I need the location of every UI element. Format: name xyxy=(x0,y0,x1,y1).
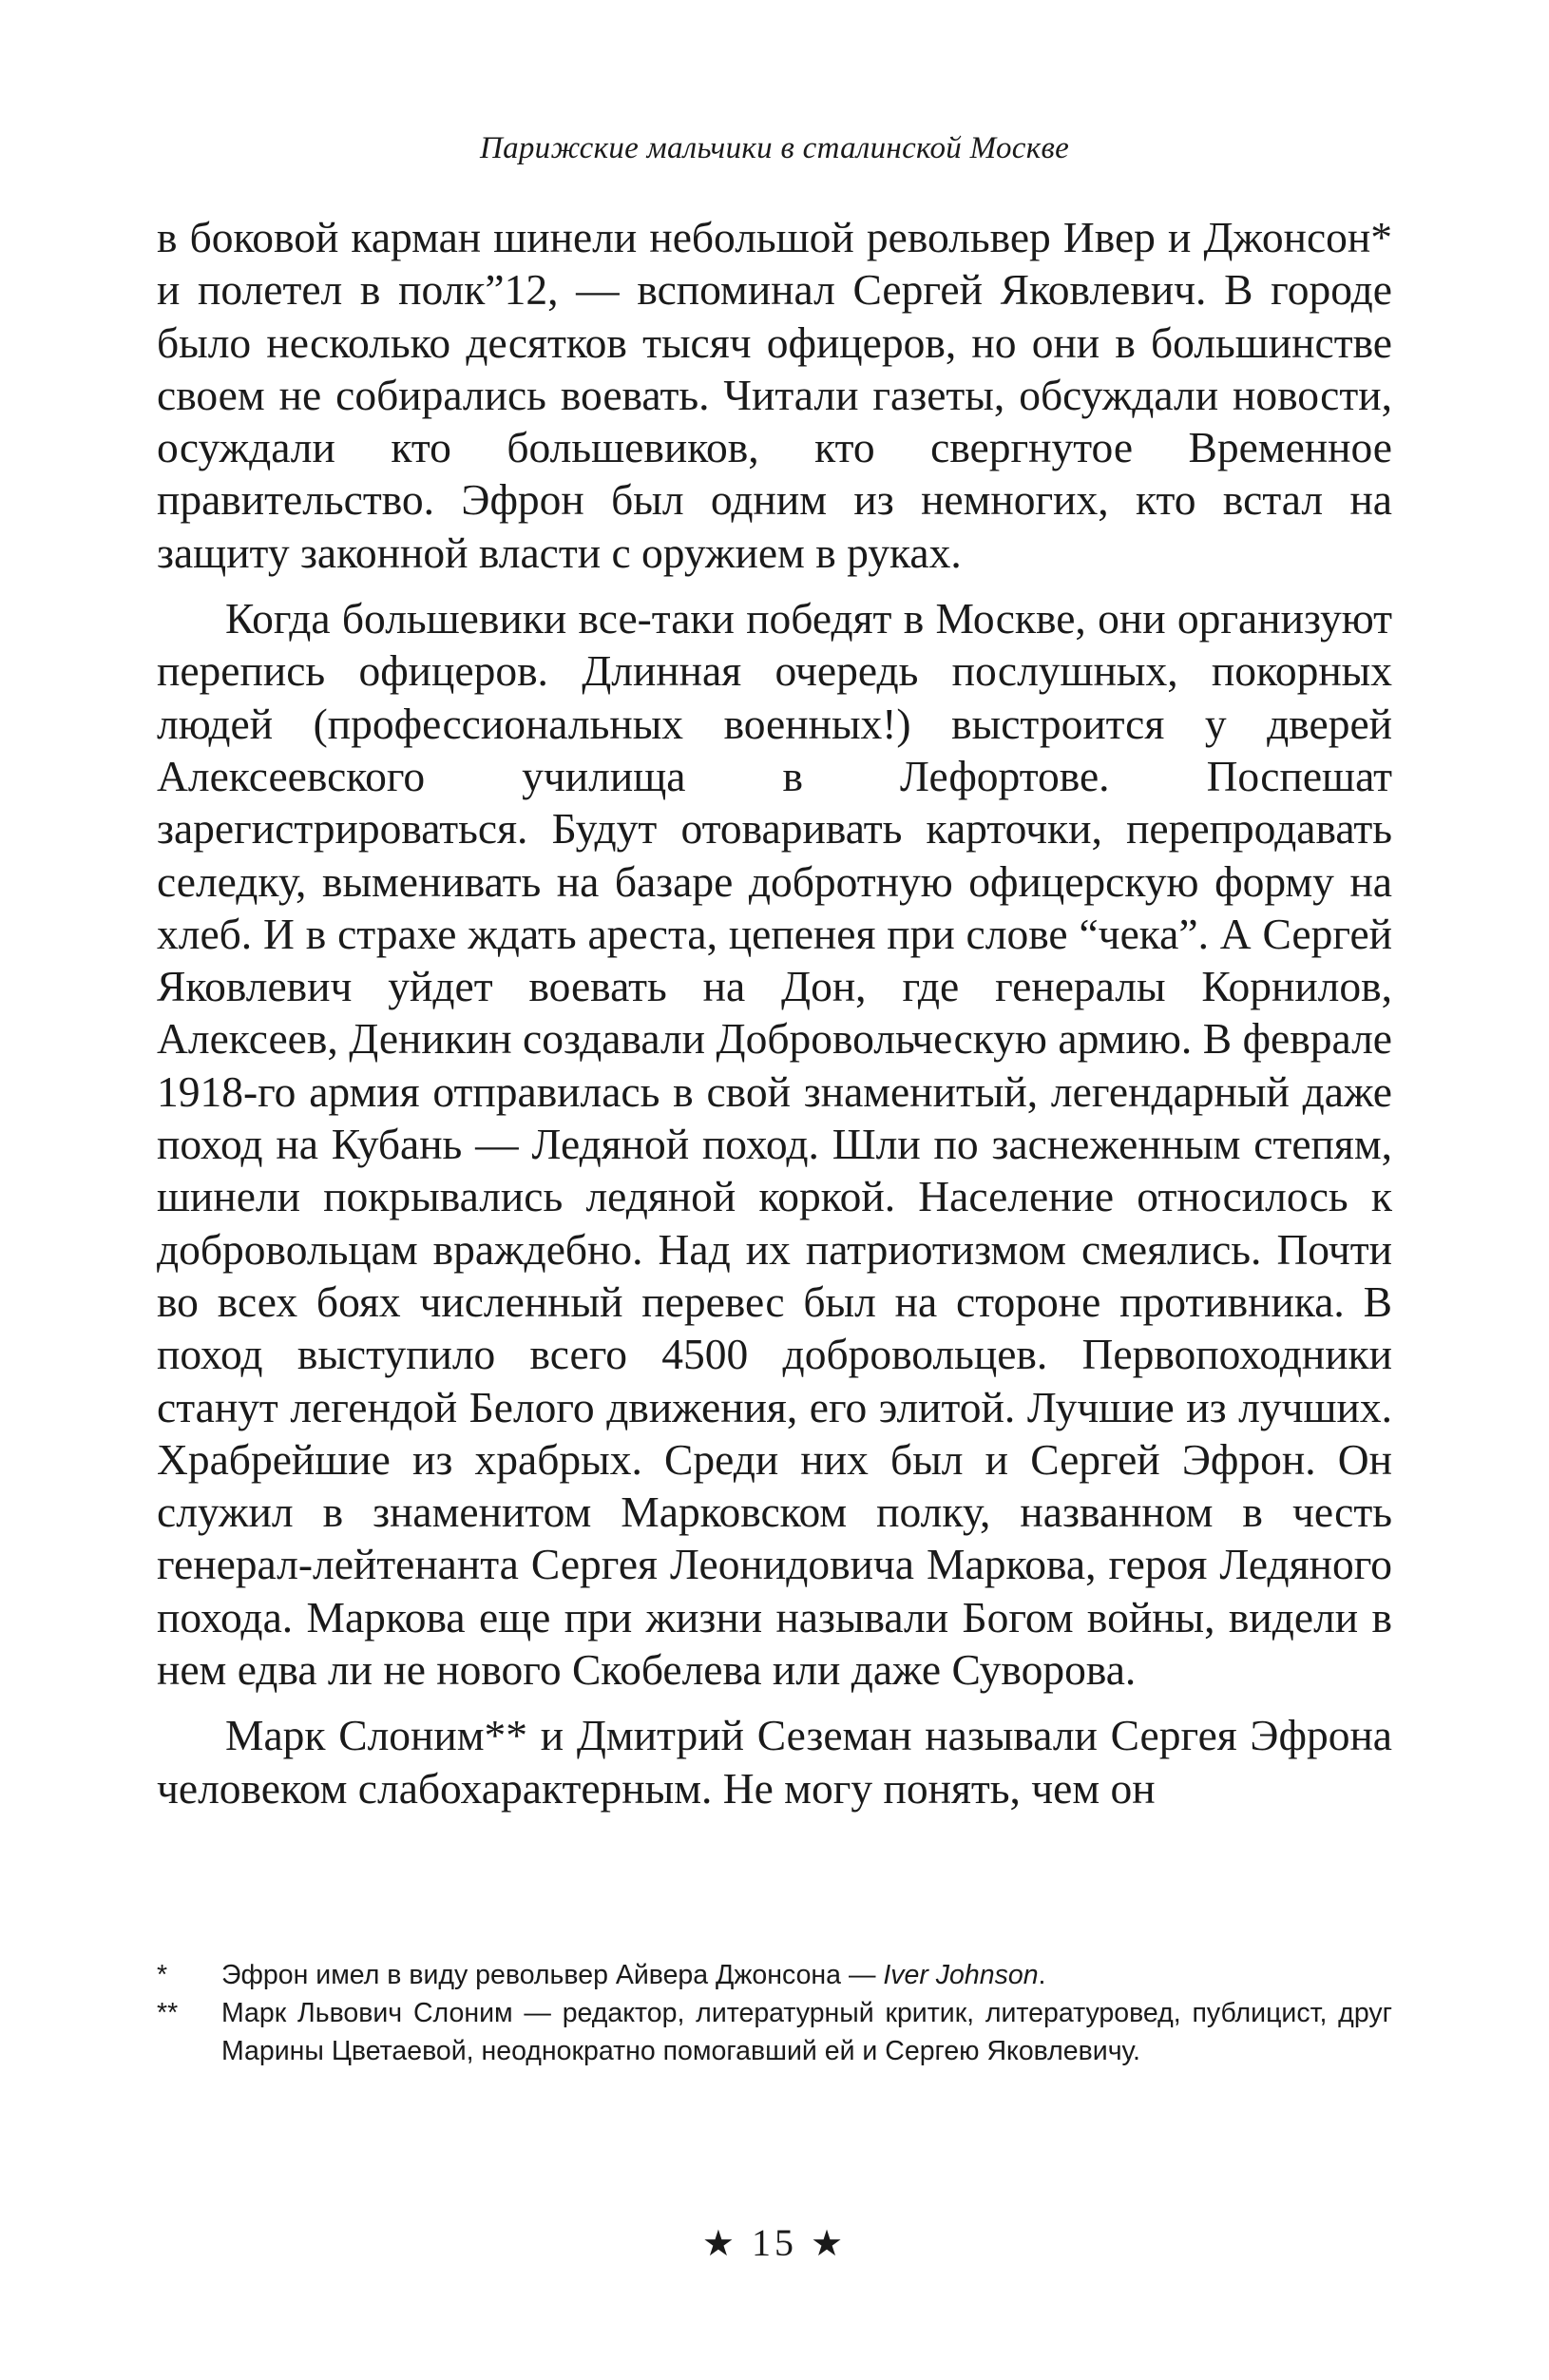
footnote-text-main: Эфрон имел в виду револьвер Айвера Джонсона — xyxy=(221,1960,884,1990)
star-icon: ★ xyxy=(701,2222,738,2264)
footnote-text-main: Марк Львович Слоним — редактор, литературный критик, литературовед, публицист, друг Марины Цветаевой, неоднократно помогавший ей и Сергею Яковлевичу. xyxy=(221,1998,1392,2066)
footnote-text-italic: Iver Johnson xyxy=(883,1960,1039,1990)
page-number xyxy=(0,2220,1549,2265)
footnote-mark: ** xyxy=(157,1998,179,2028)
footnote-1 xyxy=(157,1956,1392,1994)
footnote-text-tail: . xyxy=(1038,1960,1046,1990)
paragraph-2: Когда большевики все-таки победят в Москве, они организуют перепись офицеров. Длинная очередь послушных, покорных людей (профессиональных военных!) выстроится у дверей Алексеевского училища в Лефортове. Поспешат зарегистрироваться. Будут отоваривать карточки, перепродавать селедку, выменивать на базаре добротную офицерскую форму на хлеб. И в страхе ждать ареста, цепенея при слове “чека”. А Сергей Яковлевич уйдет воевать на Дон, где генералы Корнилов, Алексеев, Деникин создавали Добровольческую армию. В феврале 1918-го армия отправилась в свой знаменитый, легендарный даже поход на Кубань — Ледяной поход. Шли по заснеженным степям, шинели покрывались ледяной коркой. Население относилось к добровольцам враждебно. Над их патриотизмом смеялись. Почти во всех боях численный перевес был на стороне противника. В поход выступило всего 4500 добровольцев. Первопоходники станут легендой Белого движения, его элитой. Лучшие из лучших. Храбрейшие из храбрых. Среди них был и Сергей Эфрон. Он служил в знаменитом Марковском полку, названном в честь генерал-лейтенанта Сергея Леонидовича Маркова, героя Ледяного похода. Маркова еще при жизни называли Богом войны, видели в нем едва ли не нового Скобелева или даже Суворова. xyxy=(157,594,1392,1695)
star-icon: ★ xyxy=(811,2222,848,2264)
footnote-2 xyxy=(157,1994,1392,2070)
page-number-value: 15 xyxy=(752,2221,797,2264)
footnote-text xyxy=(221,1956,1392,1994)
paragraph-3: Марк Слоним** и Дмитрий Сеземан называли Сергея Эфрона человеком слабохарактерным. Не могу понять, чем он xyxy=(157,1711,1392,1813)
body-text xyxy=(157,211,1392,1814)
paragraph-1: в боковой карман шинели небольшой револьвер Ивер и Джонсон* и полетел в полк”12, — вспоминал Сергей Яковлевич. В городе было несколько десятков тысяч офицеров, но они в большинстве своем не собирались воевать. Читали газеты, обсуждали новости, осуждали кто большевиков, кто свергнутое Временное правительство. Эфрон был одним из немногих, кто встал на защиту законной власти с оружием в руках. xyxy=(157,213,1392,577)
footnote-mark: * xyxy=(157,1960,168,1990)
footnote-text xyxy=(221,1994,1392,2070)
running-head: Парижские мальчики в сталинской Москве xyxy=(479,131,1070,165)
footnotes xyxy=(157,1956,1392,2070)
